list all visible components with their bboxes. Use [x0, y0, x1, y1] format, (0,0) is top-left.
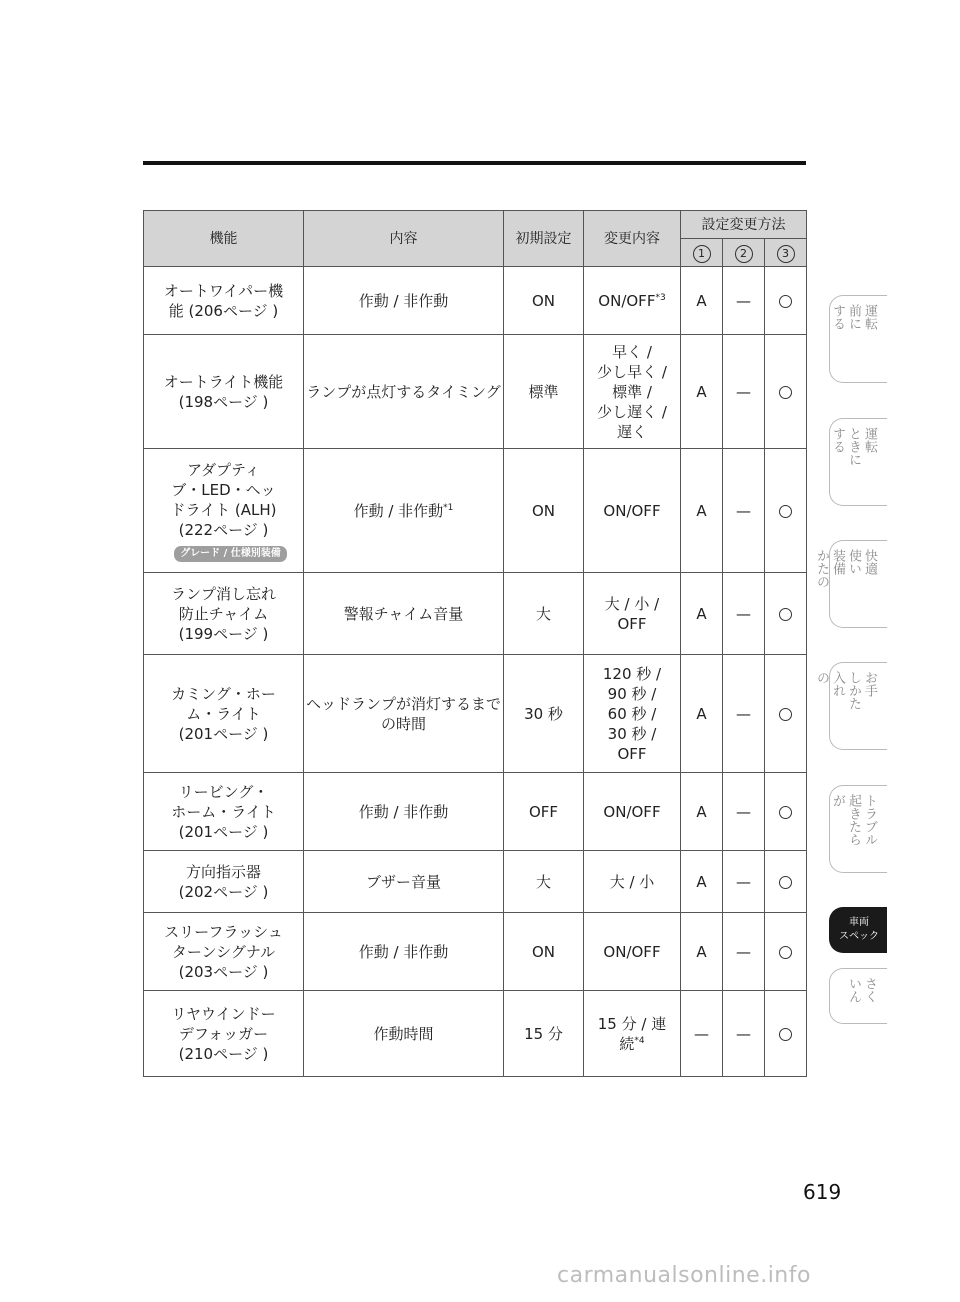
circled-number-2: 2 — [735, 245, 753, 263]
footnote-ref: *3 — [655, 292, 666, 303]
function-cell — [144, 335, 304, 449]
change-cell — [584, 851, 681, 913]
header-method-3 — [765, 239, 807, 267]
table-row — [144, 913, 807, 991]
initial-cell: 15 分 — [504, 991, 584, 1077]
content-text: 作動 / 非作動 — [358, 942, 449, 961]
function-line: リービング・ — [178, 782, 269, 801]
side-tab-column: する — [830, 304, 845, 330]
change-line: 60 秒 / — [607, 704, 657, 723]
circled-number-1: 1 — [693, 245, 711, 263]
method-cell — [765, 573, 807, 655]
header-function: 機能 — [144, 211, 304, 267]
function-line: アダプティ — [187, 460, 260, 479]
method-cell: A — [681, 655, 723, 773]
method-cell: — — [723, 851, 765, 913]
change-cell — [584, 913, 681, 991]
header-method: 設定変更方法 — [681, 211, 807, 239]
method-cell: — — [723, 449, 765, 573]
change-cell — [584, 655, 681, 773]
footnote-ref: *1 — [443, 502, 454, 513]
side-tab-active[interactable] — [829, 907, 887, 953]
change-line: 90 秒 / — [607, 684, 657, 703]
side-tab[interactable] — [814, 662, 887, 750]
side-tab-column: しかた — [846, 671, 861, 710]
method-cell: — — [681, 991, 723, 1077]
side-tab-column: が — [830, 794, 845, 807]
function-line: 方向指示器 — [185, 862, 261, 881]
table-row — [144, 851, 807, 913]
side-tab-label — [830, 427, 877, 466]
change-cell — [584, 267, 681, 335]
content-text: 作動 / 非作動 — [358, 291, 449, 310]
side-tab[interactable] — [829, 295, 887, 383]
side-tab-label — [846, 977, 877, 1003]
method-cell — [765, 449, 807, 573]
content-cell — [304, 267, 504, 335]
change-line: 遅く — [616, 422, 647, 441]
change-line-text: ON/OFF — [598, 291, 656, 310]
circle-mark-icon — [779, 806, 792, 819]
function-line: ランプ消し忘れ — [170, 584, 276, 603]
content-cell — [304, 773, 504, 851]
change-line: ON/OFF — [603, 501, 661, 520]
function-line: (201ページ ) — [178, 822, 269, 841]
circle-mark-icon — [779, 295, 792, 308]
circle-mark-icon — [779, 505, 792, 518]
side-tab[interactable] — [829, 785, 887, 873]
function-line: デフォッガー — [178, 1024, 269, 1043]
side-tab-column: いん — [846, 977, 861, 1003]
change-line-text: 続 — [619, 1034, 635, 1053]
side-tab-line: 車両 — [849, 917, 869, 928]
function-cell — [144, 773, 304, 851]
function-line: (203ページ ) — [178, 962, 269, 981]
method-cell — [765, 851, 807, 913]
content-text: ヘッドランプが消灯するまでの時間 — [305, 694, 501, 733]
method-cell: — — [723, 655, 765, 773]
content-cell — [304, 335, 504, 449]
content-cell — [304, 655, 504, 773]
function-line: (222ページ ) — [178, 520, 269, 539]
change-line: 30 秒 / — [607, 724, 657, 743]
side-tab-column: 運転 — [862, 427, 877, 453]
circle-mark-icon — [779, 946, 792, 959]
table-row — [144, 991, 807, 1077]
content-cell — [304, 449, 504, 573]
change-line — [584, 291, 680, 311]
change-line: 早く / — [612, 342, 652, 361]
change-cell — [584, 573, 681, 655]
watermark: carmanualsonline.info — [557, 1263, 811, 1288]
content-text: ランプが点灯するタイミング — [306, 382, 501, 401]
side-tab-column: の — [814, 671, 829, 684]
function-cell — [144, 573, 304, 655]
change-line: 少し早く / — [597, 362, 667, 381]
side-tab-column: 装備 — [830, 549, 845, 575]
method-cell: — — [723, 267, 765, 335]
function-line: スリーフラッシュ — [164, 922, 283, 941]
table-row — [144, 267, 807, 335]
method-cell: A — [681, 573, 723, 655]
change-line: 少し遅く / — [597, 402, 667, 421]
change-cell — [584, 449, 681, 573]
initial-cell: 大 — [504, 573, 584, 655]
change-line: 大 / 小 — [609, 872, 655, 891]
method-cell: A — [681, 851, 723, 913]
content-cell — [304, 573, 504, 655]
change-cell — [584, 773, 681, 851]
change-line: 大 / 小 / — [604, 594, 660, 613]
function-line: (199ページ ) — [178, 624, 269, 643]
function-line: (210ページ ) — [178, 1044, 269, 1063]
side-tab-column: かたの — [814, 549, 829, 588]
circle-mark-icon — [779, 708, 792, 721]
function-line: ターンシグナル — [171, 942, 276, 961]
content-text: 作動 / 非作動 — [358, 802, 449, 821]
content-text: 作動時間 — [373, 1024, 434, 1043]
side-tab[interactable] — [829, 418, 887, 506]
method-cell: — — [723, 913, 765, 991]
side-tab-column: する — [830, 427, 845, 453]
side-tab-line: スペック — [839, 931, 879, 942]
method-cell: A — [681, 335, 723, 449]
initial-cell: 30 秒 — [504, 655, 584, 773]
side-tab-column: 起きたら — [846, 794, 861, 846]
function-line: (198ページ ) — [178, 392, 269, 411]
initial-cell: ON — [504, 913, 584, 991]
top-rule — [143, 161, 806, 165]
function-line: オートライト機能 — [163, 372, 284, 391]
function-cell — [144, 655, 304, 773]
header-initial: 初期設定 — [504, 211, 584, 267]
method-cell — [765, 913, 807, 991]
initial-cell: ON — [504, 449, 584, 573]
method-cell — [765, 267, 807, 335]
function-cell — [144, 991, 304, 1077]
initial-cell: OFF — [504, 773, 584, 851]
initial-cell: 標準 — [504, 335, 584, 449]
method-cell: A — [681, 773, 723, 851]
side-tab-label — [830, 304, 877, 330]
content-cell — [304, 991, 504, 1077]
change-line: OFF — [617, 744, 647, 763]
content-text: 作動 / 非作動 — [353, 501, 444, 520]
table-row — [144, 335, 807, 449]
change-line: 15 分 / 連 — [597, 1014, 667, 1033]
settings-table — [143, 210, 807, 1077]
circled-number-3: 3 — [777, 245, 795, 263]
change-line: ON/OFF — [603, 802, 661, 821]
side-tab-label — [814, 671, 877, 710]
side-tab-column: トラブル — [862, 794, 877, 846]
table-row — [144, 449, 807, 573]
header-method-1 — [681, 239, 723, 267]
content-text: 警報チャイム音量 — [343, 604, 464, 623]
side-tab-column: 快適 — [862, 549, 877, 575]
change-line: ON/OFF — [603, 942, 661, 961]
change-cell — [584, 991, 681, 1077]
initial-cell: 大 — [504, 851, 584, 913]
circle-mark-icon — [779, 608, 792, 621]
change-line — [584, 1034, 680, 1054]
change-line: 標準 / — [612, 382, 652, 401]
table-row — [144, 773, 807, 851]
side-tab-column: 使い — [846, 549, 861, 575]
content-text: ブザー音量 — [365, 872, 441, 891]
header-change: 変更内容 — [584, 211, 681, 267]
method-cell: — — [723, 773, 765, 851]
side-tab-column: さく — [862, 977, 877, 1003]
method-cell — [765, 655, 807, 773]
function-line: (202ページ ) — [178, 882, 269, 901]
function-cell — [144, 449, 304, 573]
initial-cell: ON — [504, 267, 584, 335]
function-line: (201ページ ) — [178, 724, 269, 743]
function-cell — [144, 267, 304, 335]
function-cell — [144, 851, 304, 913]
side-tab-label — [830, 794, 877, 846]
side-tab-column: お手 — [862, 671, 877, 697]
function-line: オートワイパー機 — [163, 281, 284, 300]
circle-mark-icon — [779, 386, 792, 399]
function-line: ホーム・ライト — [171, 802, 276, 821]
change-line: OFF — [617, 614, 647, 633]
page-number: 619 — [803, 1180, 842, 1204]
function-line: ム・ライト — [186, 704, 261, 723]
method-cell — [765, 991, 807, 1077]
function-line: ドライト (ALH) — [170, 500, 277, 519]
footnote-ref: *4 — [634, 1035, 645, 1046]
header-content: 内容 — [304, 211, 504, 267]
method-cell: A — [681, 267, 723, 335]
side-tab[interactable] — [814, 540, 887, 628]
method-cell: A — [681, 449, 723, 573]
side-tab-column: 前に — [846, 304, 861, 330]
method-cell: A — [681, 913, 723, 991]
side-tab-column: 運転 — [862, 304, 877, 330]
function-line: 防止チャイム — [178, 604, 269, 623]
content-cell — [304, 913, 504, 991]
side-tab-column: 入れ — [830, 671, 845, 697]
table-body — [144, 267, 807, 1077]
side-tab-column: ときに — [846, 427, 861, 466]
method-cell: — — [723, 335, 765, 449]
table-row — [144, 573, 807, 655]
method-cell — [765, 335, 807, 449]
function-line: カミング・ホー — [171, 684, 276, 703]
header-method-2 — [723, 239, 765, 267]
function-line: 能 (206ページ ) — [168, 301, 279, 320]
side-tab-label — [814, 549, 877, 588]
circle-mark-icon — [779, 1028, 792, 1041]
function-line: ブ・LED・ヘッ — [171, 480, 276, 499]
method-cell: — — [723, 573, 765, 655]
method-cell: — — [723, 991, 765, 1077]
function-cell — [144, 913, 304, 991]
change-cell — [584, 335, 681, 449]
side-tab-label — [834, 916, 884, 944]
grade-badge: グレード / 仕様別装備 — [174, 546, 287, 562]
table-row — [144, 655, 807, 773]
method-cell — [765, 773, 807, 851]
side-tab[interactable] — [829, 968, 887, 1024]
function-line: リヤウインドー — [171, 1004, 276, 1023]
circle-mark-icon — [779, 876, 792, 889]
content-cell — [304, 851, 504, 913]
change-line: 120 秒 / — [602, 664, 662, 683]
